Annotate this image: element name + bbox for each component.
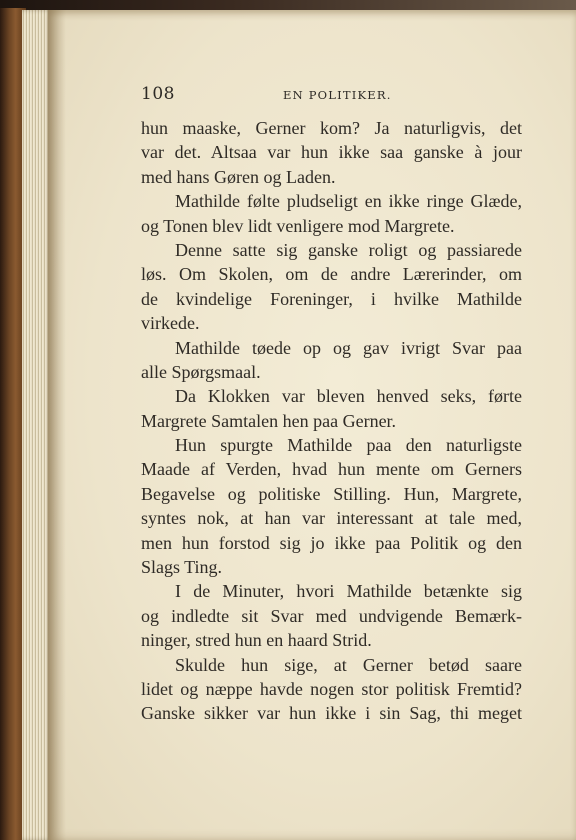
text-line: lidet og næppe havde nogen stor politisk Fremtid? bbox=[141, 678, 522, 699]
text-line: Slags Ting. bbox=[141, 557, 223, 578]
text-line: Mathilde tøede op og gav ivrigt Svar paa bbox=[175, 337, 522, 358]
text-line: virkede. bbox=[141, 313, 200, 334]
running-head: EN POLITIKER. bbox=[283, 88, 392, 102]
text-line: men hun forstod sig jo ikke paa Politik og den bbox=[141, 532, 522, 553]
text-line: de kvindelige Foreninger, i hvilke Mathilde bbox=[141, 288, 522, 309]
text-line: Maade af Verden, hvad hun mente om Gerners bbox=[141, 459, 522, 480]
page-number: 108 bbox=[141, 84, 175, 104]
text-line: syntes nok, at han var interessant at tale med, bbox=[141, 508, 522, 529]
text-line: Skulde hun sige, at Gerner betød saare bbox=[175, 654, 522, 675]
text-line: alle Spørgsmaal. bbox=[141, 361, 261, 382]
text-line: hun maaske, Gerner kom? Ja naturligvis, det bbox=[141, 118, 522, 138]
text-line: og indledte sit Svar med undvigende Bemærk- bbox=[141, 605, 522, 626]
text-line: løs. Om Skolen, om de andre Lærerinder, om bbox=[141, 264, 522, 285]
text-line: Margrete Samtalen hen paa Gerner. bbox=[141, 410, 397, 431]
text-line: og Tonen blev lidt venligere mod Margrete. bbox=[141, 215, 455, 236]
text-line: Da Klokken var bleven henved seks, førte bbox=[175, 386, 522, 407]
text-line: Mathilde følte pludseligt en ikke ringe Glæde, bbox=[175, 191, 522, 212]
body-text bbox=[141, 116, 522, 726]
text-line: med hans Gøren og Laden. bbox=[141, 166, 336, 187]
text-line: var det. Altsaa var hun ikke saa ganske à jour bbox=[141, 142, 522, 163]
text-line: Hun spurgte Mathilde paa den naturligste bbox=[175, 435, 522, 456]
text-line: Denne satte sig ganske roligt og passiarede bbox=[175, 239, 522, 260]
text-line: Begavelse og politiske Stilling. Hun, Margrete, bbox=[141, 483, 522, 504]
text-line: Ganske sikker var hun ikke i sin Sag, thi meget bbox=[141, 703, 522, 724]
gutter-shadow bbox=[48, 10, 66, 840]
text-line: I de Minuter, hvori Mathilde betænkte sig bbox=[175, 581, 522, 602]
text-line: ninger, stred hun en haard Strid. bbox=[141, 630, 372, 651]
